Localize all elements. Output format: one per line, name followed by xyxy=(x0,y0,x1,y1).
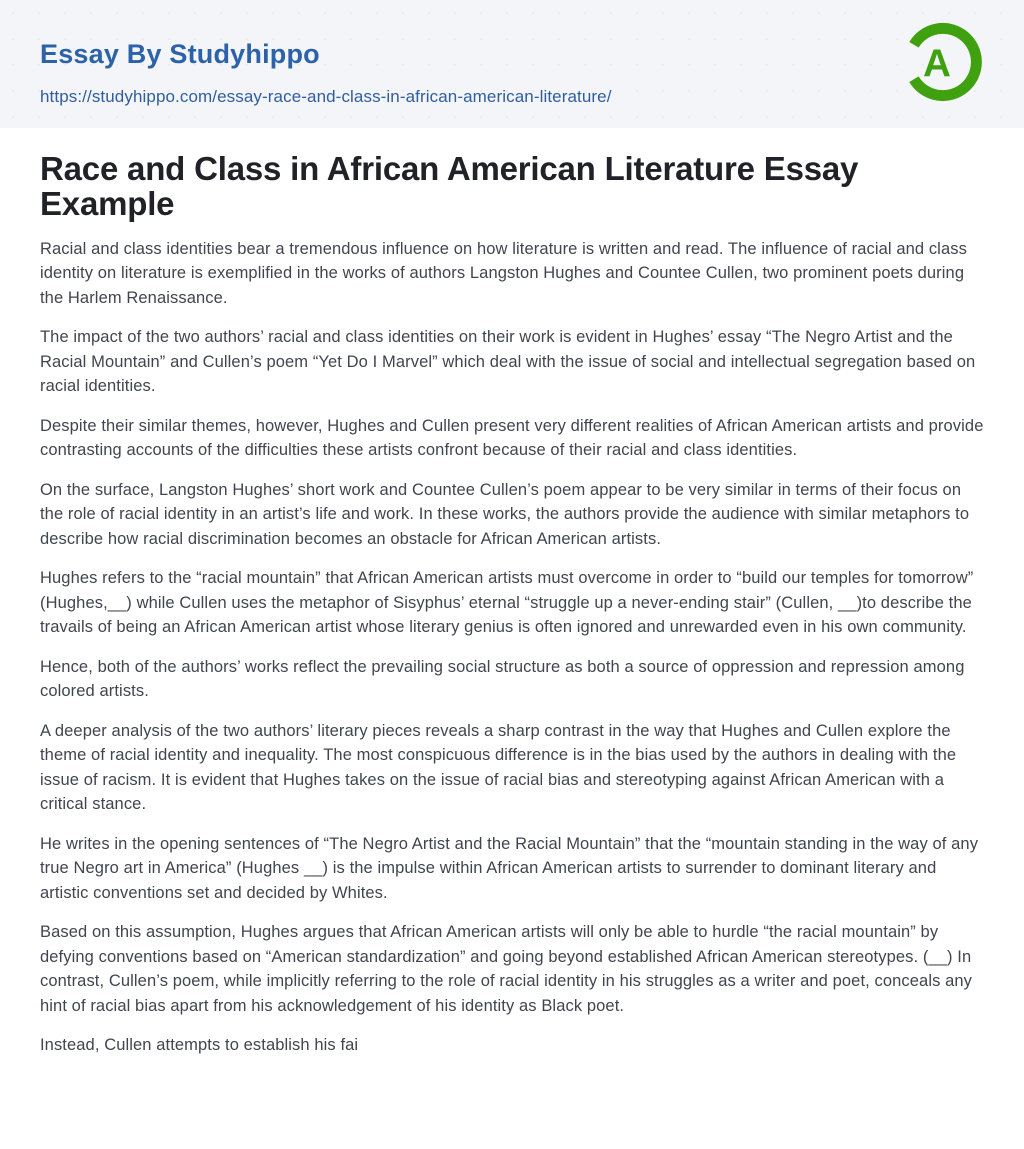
essay-title: Race and Class in African American Literature Essay Example xyxy=(40,150,859,223)
svg-text:A: A xyxy=(923,42,951,86)
essay-body xyxy=(40,237,984,1058)
essay-content xyxy=(0,128,1024,1058)
essay-paragraph: Instead, Cullen attempts to establish his fai xyxy=(40,1036,359,1055)
page-header xyxy=(0,0,1024,128)
source-url-link[interactable]: https://studyhippo.com/essay-race-and-class-in-african-american-literature/ xyxy=(40,86,612,106)
essay-paragraph: Hughes refers to the “racial mountain” that African American artists must overcome in order to “build our temples for tomorrow” (Hughes,__) while Cullen uses the metaphor of Sisyphus’ eternal “struggle up a never-ending stair” (Cullen, __)to describe the travails of being an African American artist whose literary genius is often ignored and unrewarded even in his own community. xyxy=(40,569,974,637)
essay-paragraph: Racial and class identities bear a tremendous influence on how literature is written and read. The influence of racial and class identity on literature is exemplified in the works of authors Langston Hughes and Countee Cullen, two prominent poets during the Harlem Renaissance. xyxy=(40,239,967,307)
essay-paragraph: Based on this assumption, Hughes argues that African American artists will only be able to hurdle “the racial mountain” by defying conventions based on “American standardization” and going beyond established African American stereotypes. (__) In contrast, Cullen’s poem, while implicitly referring to the role of racial identity in his struggles as a writer and poet, conceals any hint of racial bias apart from his acknowledgement of his identity as Black poet. xyxy=(40,923,973,1015)
essay-paragraph: A deeper analysis of the two authors’ literary pieces reveals a sharp contrast in the way that Hughes and Cullen explore the theme of racial identity and inequality. The most conspicuous difference is in the bias used by the authors in dealing with the issue of racism. It is evident that Hughes takes on the issue of racial bias and stereotyping against African American with a critical stance. xyxy=(40,721,957,814)
essay-paragraph: He writes in the opening sentences of “The Negro Artist and the Racial Mountain” that the “mountain standing in the way of any true Negro art in America” (Hughes __) is the impulse within African American artists to surrender to dominant literary and artistic conventions set and decided by Whites. xyxy=(40,834,979,902)
essay-paragraph: Despite their similar themes, however, Hughes and Cullen present very different realities of African American artists and provide contrasting accounts of the difficulties these artists confront because of their racial and class identities. xyxy=(40,416,984,460)
site-title: Essay By Studyhippo xyxy=(40,39,320,69)
essay-paragraph: The impact of the two authors’ racial and class identities on their work is evident in Hughes’ essay “The Negro Artist and the Racial Mountain” and Cullen’s poem “Yet Do I Marvel” which deal with the issue of social and intellectual segregation based on racial identities. xyxy=(40,328,976,396)
essay-paragraph: Hence, both of the authors’ works reflect the prevailing social structure as both a source of oppression and repression among colored artists. xyxy=(40,657,965,701)
studyhippo-logo-icon xyxy=(900,20,984,104)
essay-paragraph: On the surface, Langston Hughes’ short work and Countee Cullen’s poem appear to be very similar in terms of their focus on the role of racial identity in an artist’s life and work. In these works, the authors provide the audience with similar metaphors to describe how racial discrimination becomes an obstacle for African American artists. xyxy=(40,480,970,548)
